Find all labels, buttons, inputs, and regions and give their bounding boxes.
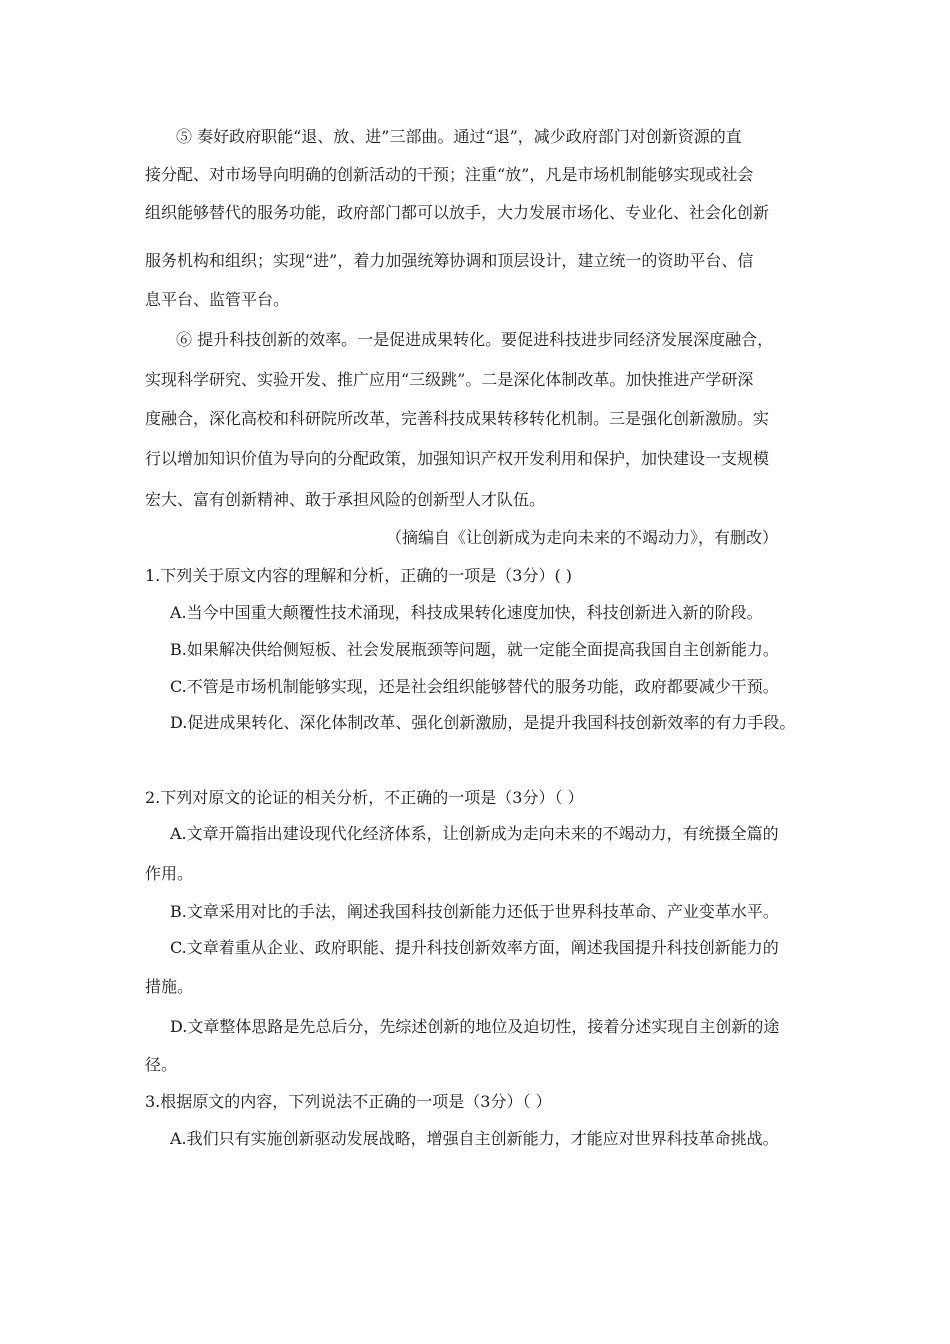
passage-line: 服务机构和组织；实现“进”，着力加强统筹协调和顶层设计，建立统一的资助平台、信 <box>145 251 754 270</box>
source-citation: （摘编自《让创新成为走向未来的不竭动力》，有删改） <box>386 528 779 547</box>
passage-line: 接分配、对市场导向明确的创新活动的干预；注重“放”，凡是市场机制能够实现或社会 <box>145 165 754 184</box>
question-3-option-a: A.我们只有实施创新驱动发展战略，增强自主创新能力，才能应对世界科技革命挑战。 <box>170 1129 779 1148</box>
question-2-option-b: B.文章采用对比的手法，阐述我国科技创新能力还低于世界科技革命、产业变革水平。 <box>170 902 779 921</box>
passage-line: 息平台、监管平台。 <box>145 290 290 309</box>
question-3-stem: 3.根据原文的内容，下列说法不正确的一项是（3分）（ ） <box>145 1092 552 1111</box>
passage-line: 度融合，深化高校和科研院所改革，完善科技成果转移转化机制。三是强化创新激励。实 <box>145 409 770 428</box>
passage-line: ⑥ 提升科技创新的效率。一是促进成果转化。要促进科技进步同经济发展深度融合， <box>176 330 774 349</box>
question-1-option-a: A.当今中国重大颠覆性技术涌现，科技成果转化速度加快，科技创新进入新的阶段。 <box>170 603 763 622</box>
question-2-option-a: A.文章开篇指出建设现代化经济体系，让创新成为走向未来的不竭动力，有统摄全篇的 <box>170 824 779 843</box>
question-2-option-a-cont: 作用。 <box>145 864 194 883</box>
question-2-stem: 2.下列对原文的论证的相关分析，不正确的一项是（3分）（ ） <box>145 788 584 807</box>
question-1-option-b: B.如果解决供给侧短板、社会发展瓶颈等问题，就一定能全面提高我国自主创新能力。 <box>170 640 779 659</box>
passage-line: 实现科学研究、实验开发、推广应用“三级跳”。二是深化体制改革。加快推进产学研深 <box>145 370 754 389</box>
passage-line: 行以增加知识价值为导向的分配政策，加强知识产权开发利用和保护，加快建设一支规模 <box>145 449 770 468</box>
question-2-option-c: C.文章着重从企业、政府职能、提升科技创新效率方面，阐述我国提升科技创新能力的 <box>170 938 779 957</box>
question-1-option-c: C.不管是市场机制能够实现，还是社会组织能够替代的服务功能，政府都要减少干预。 <box>170 677 779 696</box>
question-1-option-d: D.促进成果转化、深化体制改革、强化创新激励，是提升我国科技创新效率的有力手段。 <box>170 713 796 732</box>
question-2-option-d: D.文章整体思路是先总后分，先综述创新的地位及迫切性，接着分述实现自主创新的途 <box>170 1017 780 1036</box>
question-2-option-c-cont: 措施。 <box>145 977 194 996</box>
passage-line: ⑤ 奏好政府职能“退、放、进”三部曲。通过“退”，减少政府部门对创新资源的直 <box>176 127 742 146</box>
passage-line: 组织能够替代的服务功能，政府部门都可以放手，大力发展市场化、专业化、社会化创新 <box>145 203 770 222</box>
passage-line: 宏大、富有创新精神、敢于承担风险的创新型人才队伍。 <box>145 490 546 509</box>
question-1-stem: 1.下列关于原文内容的理解和分析，正确的一项是（3分）( ) <box>145 566 573 585</box>
question-2-option-d-cont: 径。 <box>145 1055 178 1074</box>
